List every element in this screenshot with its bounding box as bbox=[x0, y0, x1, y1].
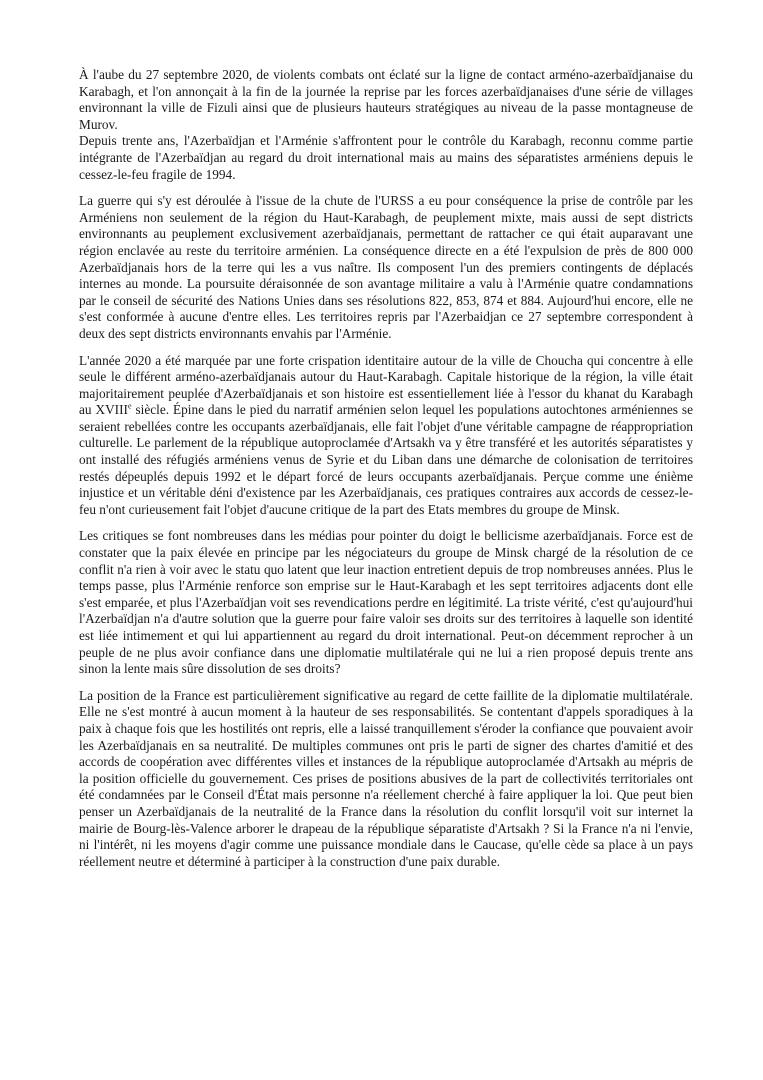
paragraph-intro: À l'aube du 27 septembre 2020, de violents combats ont éclaté sur la ligne de contact arméno-azerbaïdjanaise du Karabagh, et l'on annonçait à la fin de la journée la reprise par les forces azerbaïdjanaises d'une série de villages environnant la ville de Fizuli ainsi que de plusieurs hauteurs stratégiques au niveau de la passe montagneuse de Murov. bbox=[79, 67, 693, 132]
choucha-text-start: L'année 2020 a été marquée par une forte crispation identitaire autour de la ville de Choucha qui concentre à elle seule le différent arméno-azerbaïdjanais autour du Haut-Karabagh. Capitale historique de la région, la ville était majoritairement peuplée d'Azerbaïdjanais et son histoire est essentiellement liée à l'essor du khanat du Karabagh au XVIII bbox=[79, 352, 693, 418]
paragraph-france: La position de la France est particulièrement significative au regard de cette faillite de la diplomatie multilatérale. Elle ne s'est montré à aucun moment à la hauteur de ses responsabilités. Se contentant d'appels sporadiques à la paix à chaque fois que les hostilités ont repris, elle a laissé tranquillement s'éroder la confiance que pouvaient avoir les Azerbaïdjanais en sa neutralité. De multiples communes ont pris le parti de signer des chartes d'amitié et des accords de coopération avec différentes villes et instances de la république autoproclamée d'Artsakh au mépris de la position officielle du gouvernement. Ces prises de positions abusives de la part de collectivités territoriales ont été condamnées par le Conseil d'État mais personne n'a réellement cherché à faire appliquer la loi. Que peut bien penser un Azerbaïdjanais de la neutralité de la France dans la résolution du conflit lorsqu'il voit sur internet la mairie de Bourg-lès-Valence arborer le drapeau de la république séparatiste d'Artsakh ? Si la France n'a ni l'envie, ni l'intérêt, ni les moyens d'agir comme une puissance mondiale dans le Caucase, qu'elle cède sa place à un pays réellement neutre et déterminé à participer à la construction d'une paix durable. bbox=[79, 687, 693, 869]
century-superscript: e bbox=[127, 401, 132, 411]
paragraph-war-history: La guerre qui s'y est déroulée à l'issue de la chute de l'URSS a eu pour conséquence la prise de contrôle par les Arméniens non seulement de la région du Haut-Karabagh, de peuplement mixte, mais aussi de sept districts environnants au peuplement exclusivement azerbaïdjanais, permettant de rattacher ce qui était auparavant une région enclavée au reste du territoire arménien. La conséquence directe en a été l'expulsion de près de 800 000 Azerbaïdjanais hors de la terre qui les a vus naître. Ils composent l'un des premiers contingents de déplacés internes au monde. La poursuite déraisonnée de son avantage militaire a valu à l'Arménie quatre condamnations par le conseil de sécurité des Nations Unies dans ses résolutions 822, 853, 874 et 884. Aujourd'hui encore, elle ne s'est conformée à aucune d'entre elles. Les territoires repris par l'Azerbaidjan ce 27 septembre correspondent à deux des sept districts environnants envahis par l'Arménie. bbox=[79, 193, 693, 341]
paragraph-choucha bbox=[79, 353, 693, 519]
document-page bbox=[79, 67, 693, 880]
paragraph-criticism: Les critiques se font nombreuses dans les médias pour pointer du doigt le bellicisme azerbaïdjanais. Force est de constater que la paix élevée en principe par les négociateurs du groupe de Minsk chargé de la résolution de ce conflit n'a rien à voir avec le statu quo latent que leur inaction entretient depuis de trop nombreuses années. Plus le temps passe, plus l'Arménie renforce son emprise sur le Haut-Karabagh et les sept territoires adjacents dont elle s'est emparée, et plus l'Azerbaïdjan voit ses revendications perdre en légitimité. La triste vérité, c'est qu'aujourd'hui l'Azerbaïdjan n'a d'autre solution que la guerre pour faire valoir ses droits sur des territoires à laquelle son identité est liée intimement et qui lui appartiennent au regard du droit international. Peut-on décemment reprocher à un peuple de ne plus avoir confiance dans une diplomatie multilatérale qui ne lui a rien proposé depuis trente ans sinon la lente mais sûre dissolution de ses droits? bbox=[79, 528, 693, 677]
choucha-text-end: siècle. Épine dans le pied du narratif arménien selon lequel les populations autochtones arméniennes se seraient rebellées contre les occupants azerbaïdjanais, elle fait l'objet d'une véritable campagne de réappropriation culturelle. Le parlement de la république autoproclamée d'Artsakh va y être transféré et les autorités séparatistes y ont installé des réfugiés arméniens venus de Syrie et du Liban dans une démarche de colonisation de territoires restés dépeuplés depuis 1992 et le départ forcé de leurs occupants azerbaïdjanais. Perçue comme une énième injustice et un véritable déni d'existence par les Azerbaïdjanais, ces pratiques contraires aux accords de cessez-le-feu n'ont curieusement fait l'objet d'aucune critique de la part des Etats membres du groupe de Minsk. bbox=[79, 402, 693, 517]
paragraph-context: Depuis trente ans, l'Azerbaïdjan et l'Arménie s'affrontent pour le contrôle du Karabagh, reconnu comme partie intégrante de l'Azerbaïdjan au regard du droit international mais au mains des séparatistes arméniens depuis le cessez-le-feu fragile de 1994. bbox=[79, 133, 693, 182]
